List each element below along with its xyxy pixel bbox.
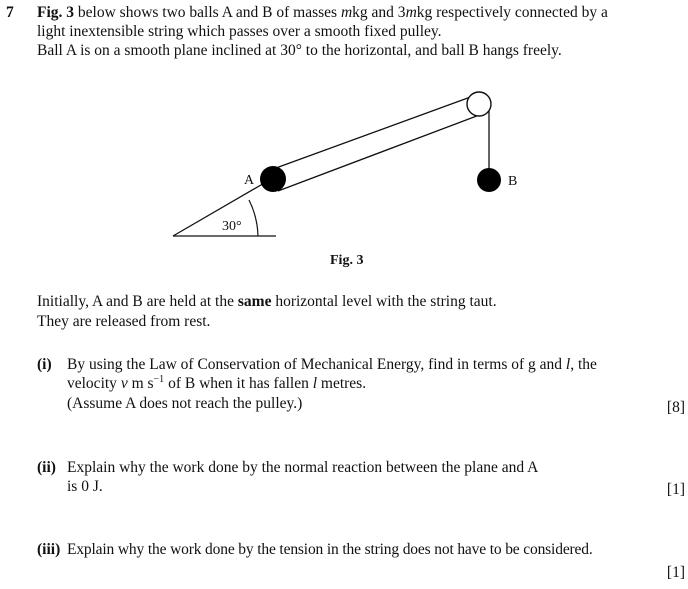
part-i-unit-exp: −1 xyxy=(153,374,165,385)
part-i-label: (i) xyxy=(37,356,52,373)
part-i-velocity: velocity xyxy=(67,375,117,392)
fig-ref: Fig. 3 xyxy=(37,4,75,21)
figure-caption: Fig. 3 xyxy=(330,253,364,268)
mass-b-var: m xyxy=(405,4,417,21)
part-i-var-l2: l xyxy=(312,375,318,392)
ball-a xyxy=(260,166,286,192)
initial-bold-same: same xyxy=(237,293,272,310)
part-i-var-v: v xyxy=(120,375,128,392)
angle-arc xyxy=(249,200,258,236)
part-i-line-3: (Assume A does not reach the pulley.) xyxy=(67,395,303,412)
part-iii-line-1: Explain why the work done by the tension in the string does not have to be considered. xyxy=(67,541,593,558)
question-number: 7 xyxy=(6,4,14,21)
initial-line-1-text: Initially, A and B are held at the xyxy=(37,293,234,310)
incline-edge xyxy=(173,182,266,236)
intro-line-3: Ball A is on a smooth plane inclined at 30° to the horizontal, and ball B hangs freely. xyxy=(37,42,562,59)
initial-line-2: They are released from rest. xyxy=(37,313,211,330)
part-iii-label: (iii) xyxy=(37,541,61,558)
initial-line-1-end: horizontal level with the string taut. xyxy=(275,293,497,310)
string-upper xyxy=(265,95,476,172)
part-i-line-1-end: , the xyxy=(570,356,597,373)
pulley xyxy=(467,92,491,116)
part-iii-marks: [1] xyxy=(666,564,685,581)
part-i-line-2 xyxy=(67,375,366,393)
part-i-line-2-text: of B when it has fallen xyxy=(168,375,309,392)
angle-label: 30° xyxy=(222,219,242,234)
part-i-var-l: l xyxy=(565,356,571,373)
part-ii-label: (ii) xyxy=(37,459,56,476)
intro-kg-1: kg and 3 xyxy=(352,4,406,21)
part-ii-marks: [1] xyxy=(666,481,685,498)
string-lower xyxy=(278,114,482,191)
label-b: B xyxy=(508,174,518,189)
initial-line-1 xyxy=(37,293,497,311)
intro-kg-2: kg respectively connected by a xyxy=(416,4,608,21)
mass-a-var: m xyxy=(340,4,353,21)
part-i-marks: [8] xyxy=(666,399,685,416)
part-ii-line-1: Explain why the work done by the normal reaction between the plane and A xyxy=(67,459,539,476)
label-a: A xyxy=(244,173,255,188)
intro-line-2: light inextensible string which passes over a smooth fixed pulley. xyxy=(37,23,442,40)
part-i-line-1-text: By using the Law of Conservation of Mechanical Energy, find in terms of g and xyxy=(67,356,563,373)
intro-line-1-text: below shows two balls A and B of masses xyxy=(77,4,338,21)
part-i-metres: metres. xyxy=(320,375,367,392)
ball-b xyxy=(477,168,501,192)
part-ii-line-2: is 0 J. xyxy=(67,478,103,495)
part-i-unit: m s xyxy=(131,375,154,392)
part-i-line-1 xyxy=(67,356,597,374)
